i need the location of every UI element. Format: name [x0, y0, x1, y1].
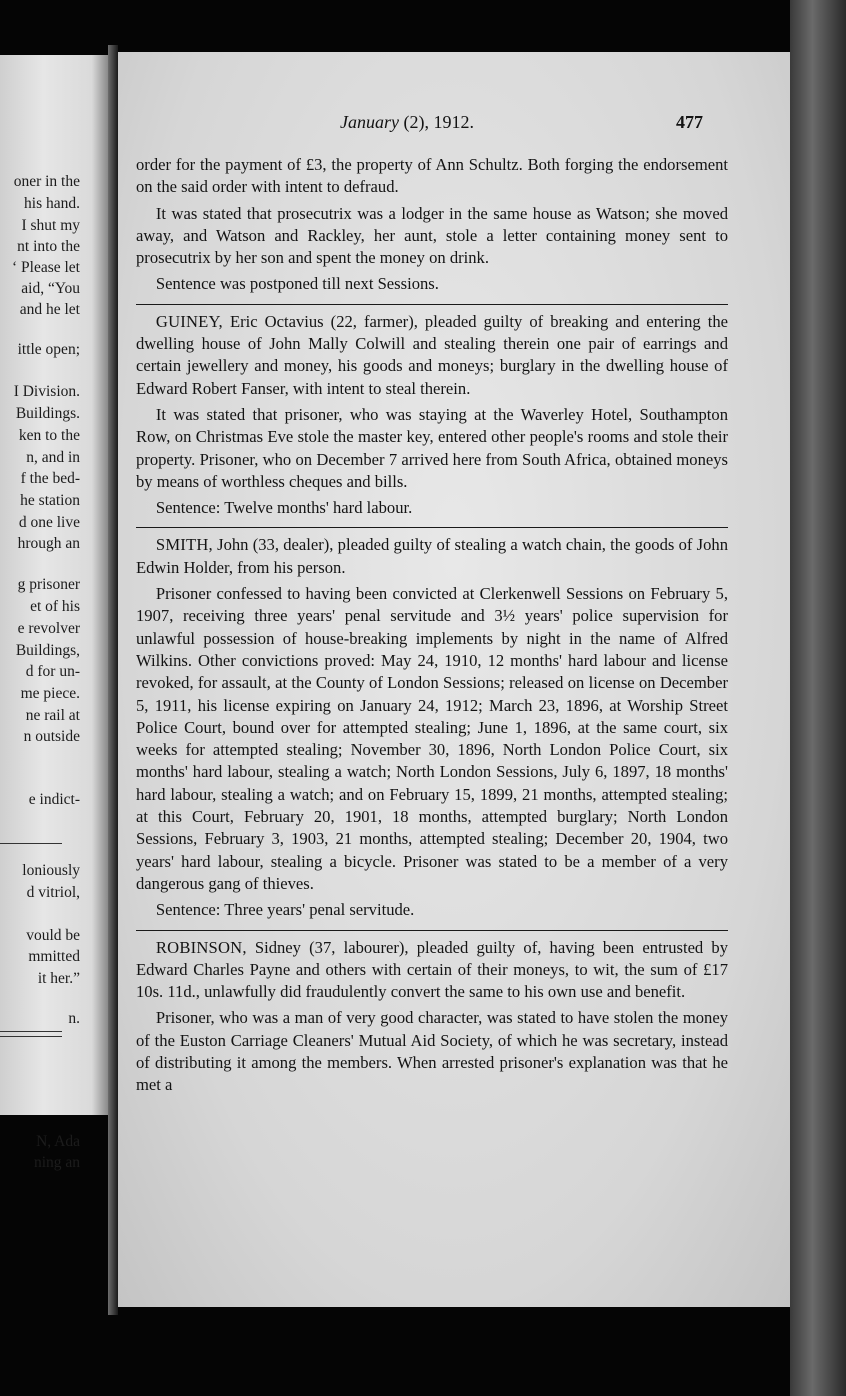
- case-entry: [136, 534, 728, 921]
- case-divider: [136, 527, 728, 528]
- facing-page-line: et of his: [30, 598, 80, 615]
- facing-page-line: n outside: [23, 728, 80, 745]
- facing-page-divider: [0, 1031, 62, 1032]
- case-paragraph: It was stated that prisoner, who was staying at the Waverley Hotel, Southampton Row, on Christmas Eve stole the master key, entered other people's rooms and stole their property. Prisoner, who on December 7 arrived here from South Africa, obtained moneys by means of worthless cheques and bills.: [136, 404, 728, 491]
- sentence-line: Sentence: Three years' penal servitude.: [155, 900, 415, 920]
- facing-page-line: f the bed-: [20, 470, 80, 487]
- case-charge: [136, 534, 728, 579]
- facing-page-line: g prisoner: [17, 576, 80, 593]
- facing-page-line: ne rail at: [25, 707, 80, 724]
- book-gutter: [108, 45, 118, 1315]
- facing-page-line: d vitriol,: [26, 884, 80, 901]
- running-head-title: [340, 112, 474, 133]
- sentence-line: Sentence: Twelve months' hard labour.: [155, 498, 413, 518]
- facing-page-line: ning an: [33, 1154, 80, 1171]
- facing-page-line: mmitted: [28, 948, 80, 965]
- facing-page-line: ittle open;: [17, 341, 80, 358]
- sentence-line: Sentence was postponed till next Sessions.: [155, 274, 439, 294]
- defendant-name: ROBINSON,: [155, 937, 247, 957]
- case-entry: [136, 154, 728, 296]
- running-head-month: January: [340, 112, 399, 132]
- charge-text: John (33, dealer), pleaded guilty of stealing a watch chain, the goods of John Edwin Holder, from his person.: [136, 535, 728, 577]
- facing-page-line: oner in the: [13, 173, 80, 190]
- facing-page-line: e revolver: [17, 620, 80, 637]
- facing-page-line: his hand.: [24, 195, 80, 212]
- case-charge: [136, 311, 728, 400]
- page: [118, 52, 790, 1307]
- facing-page-line: I Division.: [13, 383, 80, 400]
- facing-page-line: loniously: [22, 862, 80, 879]
- case-entry: [136, 937, 728, 1097]
- defendant-name: GUINEY,: [155, 311, 223, 331]
- facing-page-line: N, Ada: [36, 1133, 80, 1150]
- case-divider: [136, 930, 728, 931]
- facing-page-divider: [0, 843, 62, 844]
- facing-page-line: it her.”: [37, 970, 80, 987]
- facing-page: [0, 55, 108, 1171]
- page-number: 477: [676, 112, 703, 132]
- facing-page-line: d for un-: [25, 663, 80, 680]
- charge-text: Eric Octavius (22, farmer), pleaded guilty of breaking and entering the dwelling house of John Mally Colwill and stealing therein one pair of earrings and certain jewellery and money, his goods and moneys; burglary in the dwelling house of Edward Robert Fanser, with intent to steal therein.: [136, 311, 728, 398]
- facing-page-line: aid, “You: [21, 280, 80, 297]
- facing-page-line: and he let: [19, 301, 80, 318]
- page-edge: [790, 0, 846, 1396]
- charge-text: Sidney (37, labourer), pleaded guilty of, having been entrusted by Edward Charles Payne and others with certain of their moneys, to wit, the sum of £17 10s. 11d., unlawfully did fraudulently convert the same to his own use and benefit.: [136, 937, 728, 1002]
- case-paragraph: Prisoner confessed to having been convicted at Clerkenwell Sessions on February 5, 1907, receiving three years' penal servitude and 3½ years' police supervision for unlawful possession of house-breaking implements by night in the name of Alfred Wilkins. Other convictions proved: May 24, 1910, 12 months' hard labour and license revoked, for assault, at the County of London Sessions; released on license on December 5, 1911, his license expiring on January 24, 1912; March 23, 1896, at Worship Street Police Court, bound over for attempted stealing; June 1, 1896, at the same court, six weeks for attempted stealing; November 30, 1896, North London Police Court, six months' hard labour, stealing a watch; North London Sessions, July 6, 1897, 18 months' hard labour, stealing a watch; and on February 15, 1899, 21 months, attempted stealing; at this Court, February 20, 1901, 18 months, attempted burglary; North London Sessions, February 3, 1903, 21 months, attempted stealing; December 20, 1904, two years' hard labour, stealing a bicycle. Prisoner was stated to be a member of a very dangerous gang of thieves.: [136, 584, 728, 893]
- defendant-name: SMITH,: [155, 535, 213, 555]
- facing-page-line: ‘ Please let: [11, 259, 80, 276]
- facing-page-line: me piece.: [20, 685, 80, 702]
- facing-page-line: Buildings,: [15, 642, 80, 659]
- running-head-date: (2), 1912.: [398, 112, 474, 132]
- case-divider: [136, 304, 728, 305]
- facing-page-line: nt into the: [17, 238, 80, 255]
- facing-page-line: n, and in: [26, 449, 80, 466]
- facing-page-line: vould be: [26, 927, 80, 944]
- running-head: [118, 112, 790, 136]
- case-paragraph: Prisoner, who was a man of very good character, was stated to have stolen the money of the Euston Carriage Cleaners' Mutual Aid Society, of which he was secretary, instead of distributing it among the members. When arrested prisoner's explanation was that he met a: [136, 1008, 728, 1095]
- facing-page-line: Buildings.: [15, 405, 80, 422]
- facing-page-divider: [0, 1036, 62, 1037]
- facing-page-line: e indict-: [28, 791, 80, 808]
- facing-page-line: ken to the: [18, 427, 80, 444]
- facing-page-line: n.: [68, 1010, 80, 1027]
- case-paragraph: It was stated that prosecutrix was a lodger in the same house as Watson; she moved away, and Watson and Rackley, her aunt, stole a letter containing money sent to prosecutrix by her son and spent the money on drink.: [136, 203, 728, 268]
- case-entry: [136, 311, 728, 520]
- facing-page-line: I shut my: [21, 217, 80, 234]
- case-paragraph: order for the payment of £3, the property of Ann Schultz. Both forging the endorsement on the said order with intent to defraud.: [136, 155, 728, 197]
- facing-page-line: he station: [20, 492, 80, 509]
- case-charge: [136, 937, 728, 1004]
- facing-page-line: hrough an: [17, 535, 80, 552]
- page-body: [136, 154, 728, 1097]
- facing-page-line: d one live: [18, 514, 80, 531]
